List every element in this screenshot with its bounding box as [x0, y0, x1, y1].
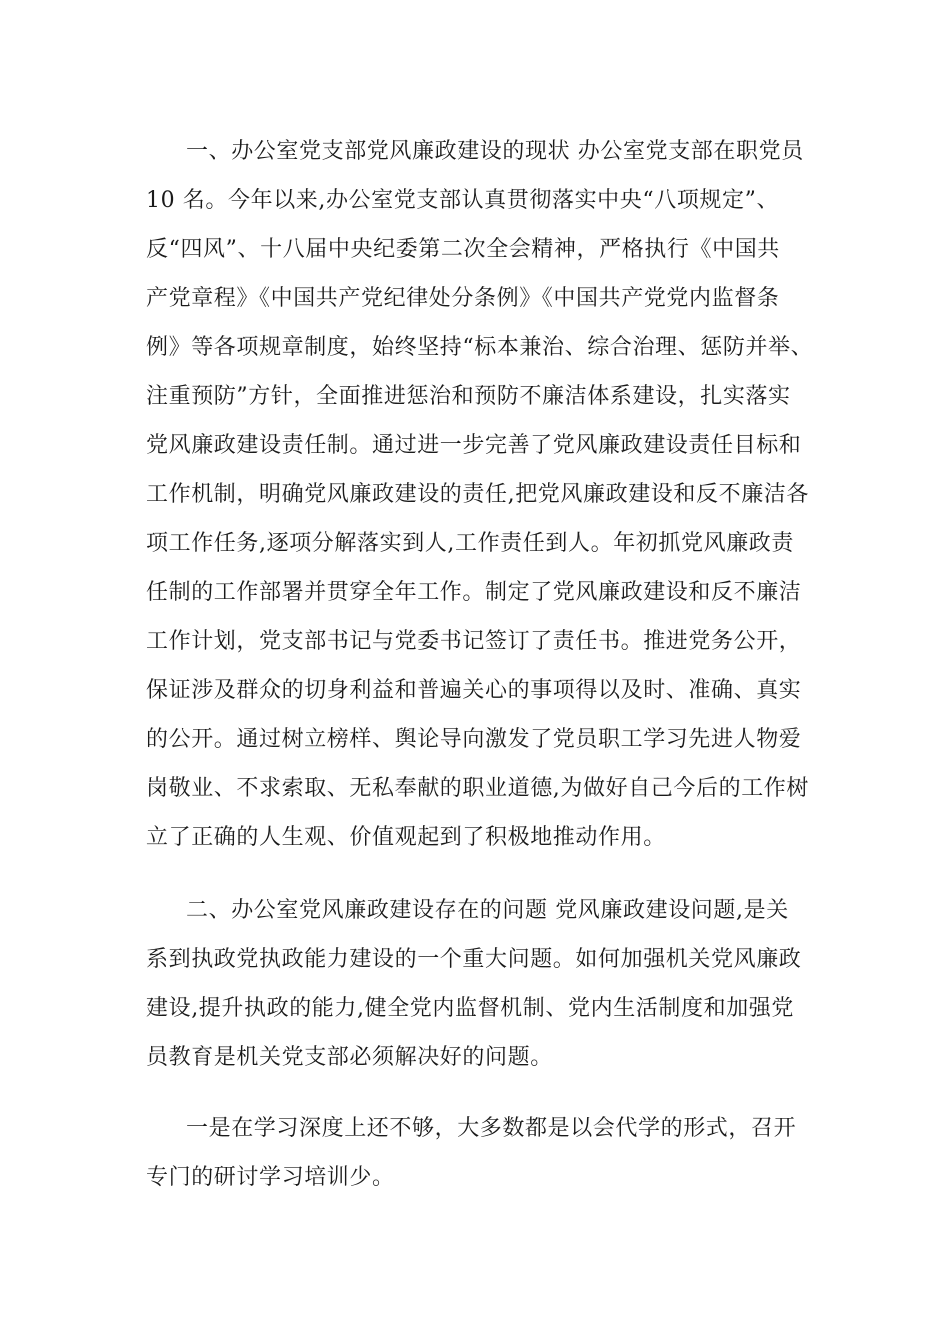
text-line: 岗敬业、不求索取、无私奉献的职业道德,为做好自己今后的工作树	[146, 776, 809, 801]
text-line: 工作机制，明确党风廉政建设的责任,把党风廉政建设和反不廉洁各	[146, 482, 809, 507]
text-line: 的公开。通过树立榜样、舆论导向激发了党员职工学习先进人物爱	[146, 727, 802, 752]
text-line: 10 名。今年以来,办公室党支部认真贯彻落实中央“八项规定”、	[146, 188, 780, 213]
text-line: 例》等各项规章制度，始终坚持“标本兼治、综合治理、惩防并举、	[146, 335, 814, 360]
text-line: 员教育是机关党支部必须解决好的问题。	[146, 1045, 553, 1070]
text-line: 立了正确的人生观、价值观起到了积极地推动作用。	[146, 825, 666, 850]
text-line: 系到执政党执政能力建设的一个重大问题。如何加强机关党风廉政	[146, 947, 802, 972]
text-line: 项工作任务,逐项分解落实到人,工作责任到人。年初抓党风廉政责	[146, 531, 794, 556]
text-line: 注重预防”方针，全面推进惩治和预防不廉洁体系建设，扎实落实	[146, 384, 791, 409]
text-line: 二、办公室党风廉政建设存在的问题 党风廉政建设问题,是关	[186, 898, 789, 923]
text-line: 保证涉及群众的切身利益和普遍关心的事项得以及时、准确、真实	[146, 678, 802, 703]
text-line: 任制的工作部署并贯穿全年工作。制定了党风廉政建设和反不廉洁	[146, 580, 802, 605]
text-line: 反“四风”、十八届中央纪委第二次全会精神，严格执行《中国共	[146, 237, 780, 262]
text-line: 产党章程》《中国共产党纪律处分条例》《中国共产党党内监督条	[146, 286, 780, 311]
text-line: 工作计划，党支部书记与党委书记签订了责任书。推进党务公开，	[146, 629, 802, 654]
text-line: 一是在学习深度上还不够，大多数都是以会代学的形式，召开	[186, 1116, 797, 1141]
text-line: 党风廉政建设责任制。通过进一步完善了党风廉政建设责任目标和	[146, 433, 802, 458]
text-line: 专门的研讨学习培训少。	[146, 1165, 395, 1190]
text-line: 一、办公室党支部党风廉政建设的现状 办公室党支部在职党员	[186, 139, 804, 164]
text-line: 建设,提升执政的能力,健全党内监督机制、党内生活制度和加强党	[146, 996, 794, 1021]
